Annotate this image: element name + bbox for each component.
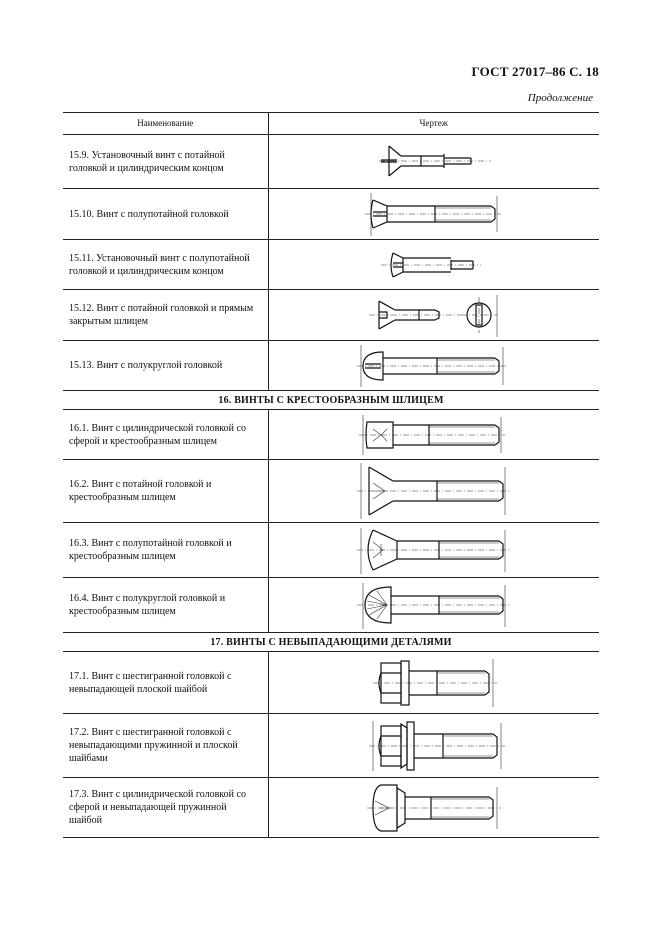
row-drawing bbox=[268, 578, 599, 633]
row-name: 17.1. Винт с шестигранной головкой с невыпадающей плоской шайбой bbox=[63, 652, 268, 714]
row-drawing bbox=[268, 460, 599, 523]
round-head-cross-screw-icon bbox=[269, 579, 600, 632]
row-drawing bbox=[268, 240, 599, 290]
countersunk-cross-screw-icon bbox=[269, 461, 600, 522]
column-header-drawing: Чертеж bbox=[268, 113, 599, 135]
section-row bbox=[63, 391, 599, 410]
hex-screw-spring-flat-washer-icon bbox=[269, 715, 600, 777]
row-drawing bbox=[268, 778, 599, 838]
row-drawing bbox=[268, 290, 599, 341]
column-header-name: Наименование bbox=[63, 113, 268, 135]
hex-screw-flat-washer-icon bbox=[269, 653, 600, 713]
row-drawing bbox=[268, 189, 599, 240]
table-row bbox=[63, 714, 599, 778]
fastener-table bbox=[63, 112, 599, 838]
row-name: 16.4. Винт с полукруглой головкой и крестообразным шлицем bbox=[63, 578, 268, 633]
row-name: 16.1. Винт с цилиндрической головкой со сферой и крестообразным шлицем bbox=[63, 410, 268, 460]
row-drawing bbox=[268, 410, 599, 460]
table-row bbox=[63, 578, 599, 633]
table-row bbox=[63, 460, 599, 523]
cheese-head-spring-washer-icon bbox=[269, 779, 600, 837]
countersunk-closed-slot-screw-icon bbox=[269, 291, 600, 340]
table-row bbox=[63, 341, 599, 391]
table-row bbox=[63, 652, 599, 714]
raised-countersunk-set-screw-icon bbox=[269, 241, 600, 289]
section-row bbox=[63, 633, 599, 652]
row-drawing bbox=[268, 714, 599, 778]
row-name: 15.9. Установочный винт с потайной головкой и цилиндрическим концом bbox=[63, 135, 268, 189]
row-name: 16.2. Винт с потайной головкой и крестообразным шлицем bbox=[63, 460, 268, 523]
row-name: 17.3. Винт с цилиндрической головкой со сферой и невыпадающей пружинной шайбой bbox=[63, 778, 268, 838]
round-head-screw-icon bbox=[269, 342, 600, 390]
table-row bbox=[63, 523, 599, 578]
row-name: 16.3. Винт с полупотайной головкой и крестообразным шлицем bbox=[63, 523, 268, 578]
table-row bbox=[63, 290, 599, 341]
countersunk-set-screw-icon bbox=[269, 136, 600, 188]
section-title: 17. ВИНТЫ С НЕВЫПАДАЮЩИМИ ДЕТАЛЯМИ bbox=[63, 633, 599, 652]
table-row bbox=[63, 240, 599, 290]
row-drawing bbox=[268, 523, 599, 578]
row-name: 15.12. Винт с потайной головкой и прямым закрытым шлицем bbox=[63, 290, 268, 341]
table-row bbox=[63, 778, 599, 838]
row-name: 15.13. Винт с полукруглой головкой bbox=[63, 341, 268, 391]
page-header: ГОСТ 27017–86 С. 18 bbox=[471, 64, 599, 79]
row-name: 15.10. Винт с полупотайной головкой bbox=[63, 189, 268, 240]
continuation-label: Продолжение bbox=[527, 92, 593, 104]
cheese-head-cross-screw-icon bbox=[269, 411, 600, 459]
table-row bbox=[63, 410, 599, 460]
row-drawing bbox=[268, 652, 599, 714]
raised-countersunk-screw-icon bbox=[269, 190, 600, 239]
row-drawing bbox=[268, 341, 599, 391]
row-drawing bbox=[268, 135, 599, 189]
table-row bbox=[63, 189, 599, 240]
table-row bbox=[63, 135, 599, 189]
table-header-row bbox=[63, 113, 599, 135]
row-name: 15.11. Установочный винт с полупотайной головкой и цилиндрическим концом bbox=[63, 240, 268, 290]
raised-countersunk-cross-screw-icon bbox=[269, 524, 600, 577]
row-name: 17.2. Винт с шестигранной головкой с невыпадающими пружинной и плоской шайбами bbox=[63, 714, 268, 778]
section-title: 16. ВИНТЫ С КРЕСТООБРАЗНЫМ ШЛИЦЕМ bbox=[63, 391, 599, 410]
